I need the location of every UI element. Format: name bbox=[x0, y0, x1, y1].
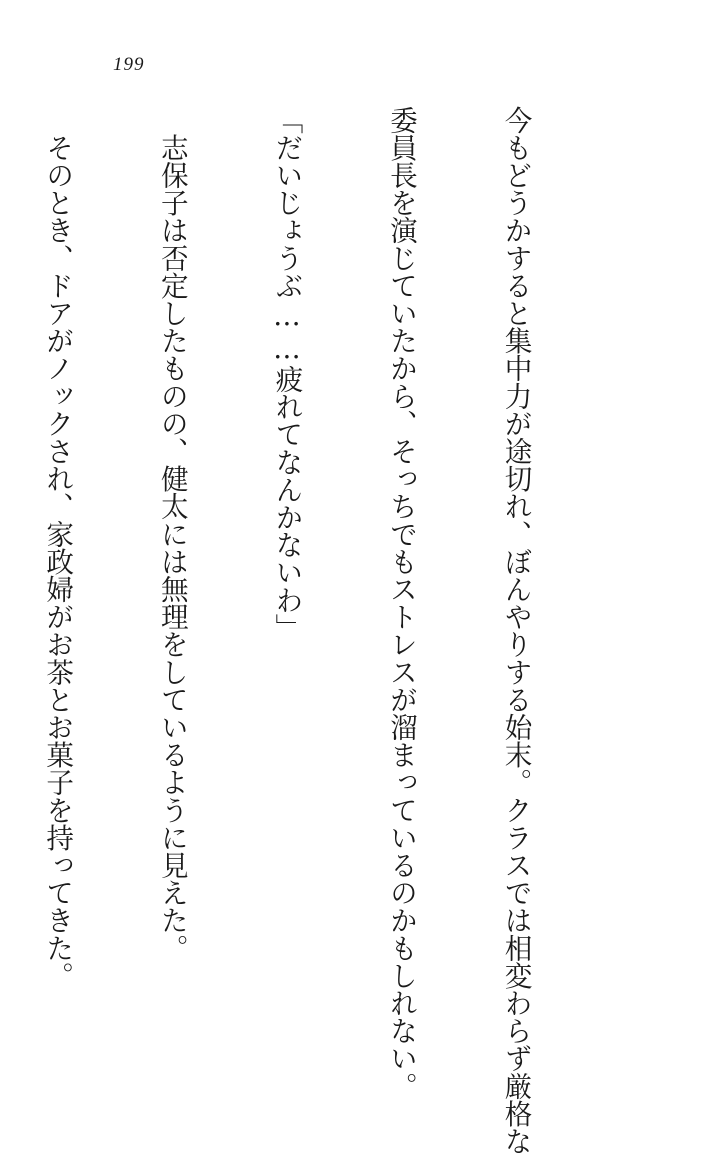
text-line: 今もどうかすると集中力が途切れ、ぼんやりする始末。クラスでは相変わらず厳格な bbox=[499, 106, 533, 1155]
text-line: 「だいじょうぶ……疲れてなんかないわ」 bbox=[270, 106, 304, 642]
text-line: 委員長を演じていたから、そっちでもストレスが溜まっているのかもしれない。 bbox=[384, 106, 418, 1100]
page-number: 199 bbox=[113, 54, 145, 75]
body-text bbox=[0, 106, 611, 1155]
text-line: 志保子は否定したものの、健太には無理をしているように見えた。 bbox=[155, 106, 189, 962]
text-line: そのとき、ドアがノックされ、家政婦がお茶とお菓子を持ってきた。 bbox=[41, 106, 75, 990]
